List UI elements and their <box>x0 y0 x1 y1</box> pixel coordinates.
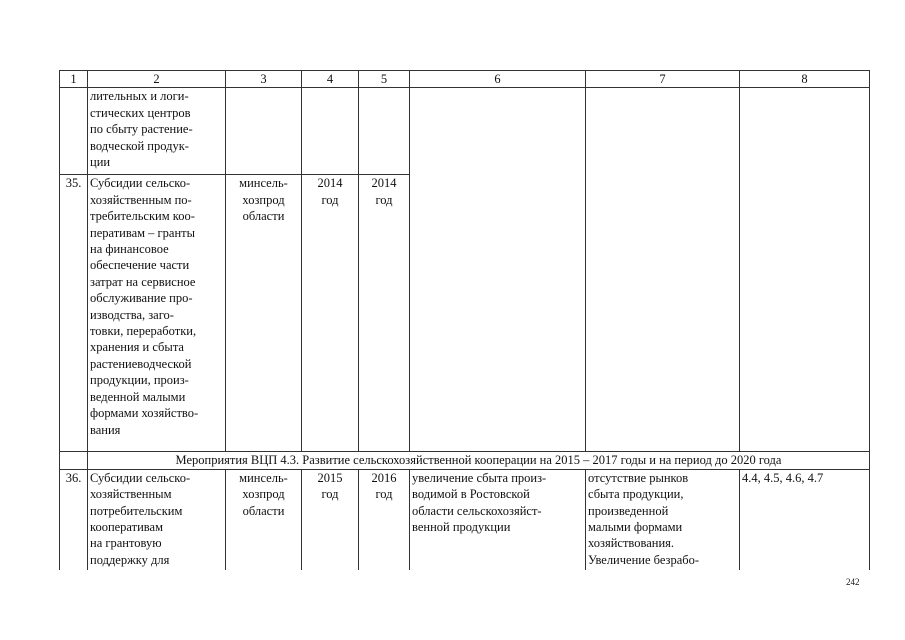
header-cell: 3 <box>226 71 302 88</box>
text-line: Увеличение безрабо- <box>588 552 700 567</box>
text-line: венной продукции <box>412 520 511 535</box>
text-line: год <box>321 192 339 207</box>
table-row <box>60 88 870 175</box>
measure-name-cell <box>88 175 226 452</box>
text-line: на грантовую <box>90 536 162 551</box>
text-line: на финансовое <box>90 242 169 257</box>
start-year-cell <box>302 88 359 175</box>
end-year-cell <box>359 175 410 452</box>
header-cell: 5 <box>359 71 410 88</box>
text-line: Субсидии сельско- <box>90 176 191 191</box>
text-line: обеспечение части <box>90 258 190 273</box>
text-line: лительных и логи- <box>90 89 189 104</box>
end-year-cell <box>359 469 410 570</box>
text-line: 4.4, 4.5, 4.6, 4.7 <box>742 470 824 485</box>
text-line: вания <box>90 422 121 437</box>
header-cell: 2 <box>88 71 226 88</box>
text-line: хранения и сбыта <box>90 340 184 355</box>
text-line: хозпрод <box>242 487 285 502</box>
header-cell: 8 <box>740 71 870 88</box>
text-line: отсутствие рынков <box>588 470 689 485</box>
text-line: области сельскохозяйст- <box>412 503 542 518</box>
text-line: перативам – гранты <box>90 225 196 240</box>
text-line: год <box>375 487 393 502</box>
consequence-cell <box>586 88 740 452</box>
row-number-cell <box>60 88 88 175</box>
header-row <box>60 71 870 88</box>
text-line: сбыта продукции, <box>588 487 684 502</box>
text-line: области <box>242 503 285 518</box>
text-line: хозяйственным по- <box>90 192 192 207</box>
start-year-cell <box>302 175 359 452</box>
text-line: Субсидии сельско- <box>90 470 191 485</box>
result-cell <box>410 469 586 570</box>
header-cell: 6 <box>410 71 586 88</box>
text-line: год <box>321 487 339 502</box>
text-line: 2016 <box>371 470 397 485</box>
header-cell: 4 <box>302 71 359 88</box>
text-line: увеличение сбыта произ- <box>412 470 547 485</box>
text-line: растениеводческой <box>90 356 192 371</box>
text-line: ции <box>90 155 111 170</box>
text-line: области <box>242 209 285 224</box>
text-line: требительским коо- <box>90 209 195 224</box>
text-line: продукции, произ- <box>90 373 189 388</box>
header-cell: 1 <box>60 71 88 88</box>
row-number-cell: 35. <box>60 175 88 452</box>
indicator-cell <box>740 469 870 570</box>
indicator-cell <box>740 88 870 452</box>
responsible-cell <box>226 88 302 175</box>
result-cell <box>410 88 586 452</box>
section-number-cell <box>60 452 88 469</box>
text-line: малыми формами <box>588 520 683 535</box>
text-line: изводства, заго- <box>90 307 174 322</box>
measure-name-cell <box>88 469 226 570</box>
text-line: произведенной <box>588 503 669 518</box>
text-line: кооперативам <box>90 520 163 535</box>
text-line: 2014 <box>317 176 343 191</box>
text-line: 2014 <box>371 176 397 191</box>
text-line: год <box>375 192 393 207</box>
text-line: затрат на сервисное <box>90 274 196 289</box>
text-line: хозяйственным <box>90 487 172 502</box>
end-year-cell <box>359 88 410 175</box>
text-line: товки, переработки, <box>90 324 197 339</box>
header-cell: 7 <box>586 71 740 88</box>
consequence-cell <box>586 469 740 570</box>
text-line: хозпрод <box>242 192 285 207</box>
text-line: веденной малыми <box>90 389 186 404</box>
section-title: Мероприятия ВЦП 4.3. Развитие сельскохозяйственной кооперации на 2015 – 2017 годы и на период до 2020 года <box>88 452 870 469</box>
responsible-cell <box>226 469 302 570</box>
text-line: обслуживание про- <box>90 291 193 306</box>
measure-name-cell <box>88 88 226 175</box>
measures-table <box>59 70 870 570</box>
text-line: формами хозяйство- <box>90 406 199 421</box>
text-line: минсель- <box>239 470 288 485</box>
text-line: водческой продук- <box>90 138 189 153</box>
table-row <box>60 469 870 570</box>
text-line: хозяйствования. <box>588 536 675 551</box>
row-number-cell: 36. <box>60 469 88 570</box>
section-row <box>60 452 870 469</box>
start-year-cell <box>302 469 359 570</box>
page-number: 242 <box>846 577 860 587</box>
text-line: водимой в Ростовской <box>412 487 530 502</box>
text-line: поддержку для <box>90 552 170 567</box>
text-line: минсель- <box>239 176 288 191</box>
text-line: потребительским <box>90 503 183 518</box>
responsible-cell <box>226 175 302 452</box>
text-line: по сбыту растение- <box>90 122 193 137</box>
text-line: стических центров <box>90 105 191 120</box>
text-line: 2015 <box>317 470 343 485</box>
